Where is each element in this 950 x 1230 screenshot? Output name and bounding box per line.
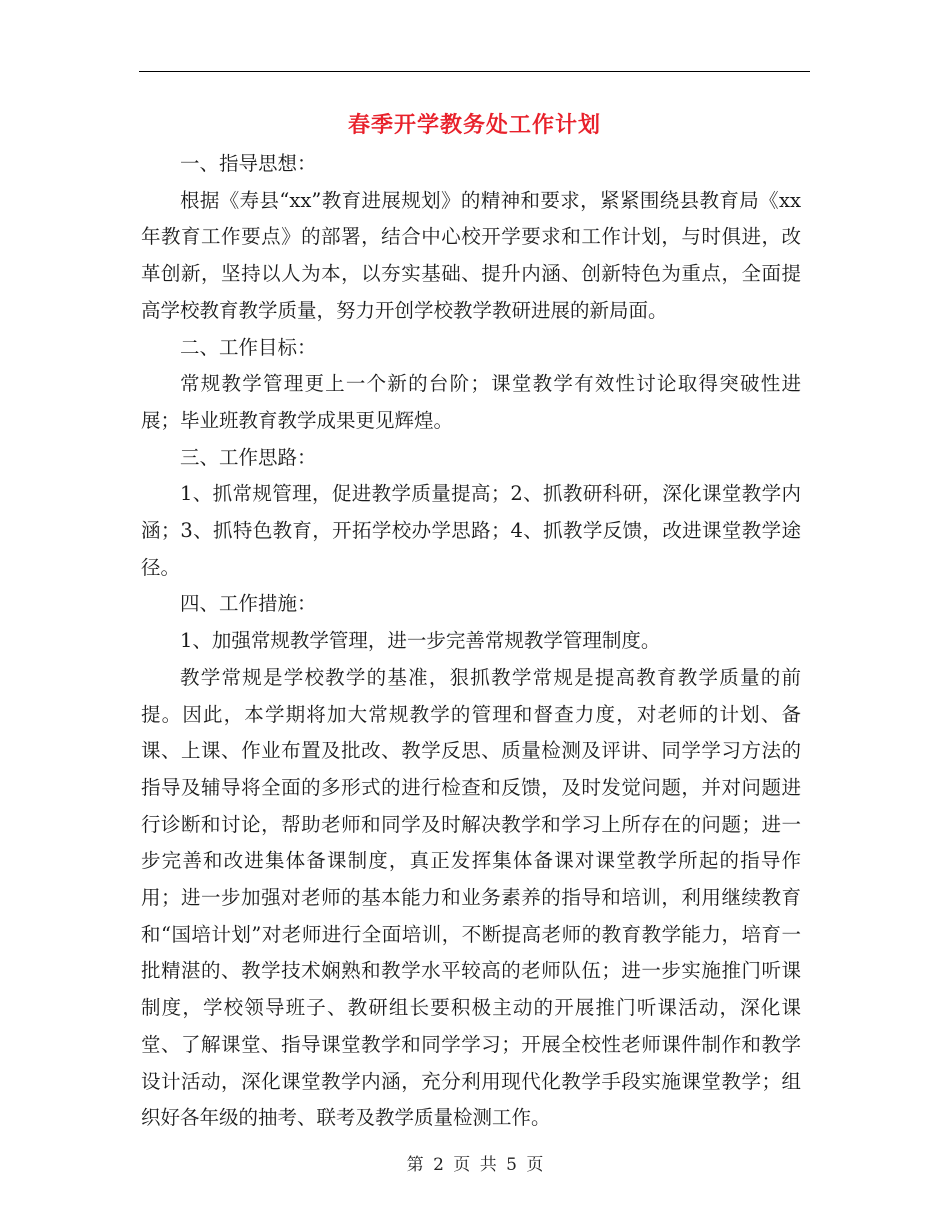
subheading-measure-1: 1、加强常规教学管理，进一步完善常规教学管理制度。 — [180, 629, 661, 653]
section-heading-work-measures: 四、工作措施： — [180, 592, 317, 616]
section-heading-guiding-ideology: 一、指导思想： — [180, 152, 317, 175]
paragraph-work-approach: 1、抓常规管理，促进教学质量提高；2、抓教研科研，深化课堂教学内涵；3、抓特色教育，开拓学校办学思路；4、抓教学反馈，改进课堂教学途径。 — [141, 482, 801, 579]
section-heading-work-goals: 二、工作目标： — [180, 335, 317, 359]
section-heading-work-approach: 三、工作思路： — [180, 445, 317, 469]
paragraph-work-goals: 常规教学管理更上一个新的台阶；课堂教学有效性讨论取得突破性进展；毕业班教育教学成果更见辉煌。 — [141, 372, 801, 432]
paragraph-guiding-ideology: 根据《寿县“xx”教育进展规划》的精神和要求，紧紧围绕县教育局《xx年教育工作要点》的部署，结合中心校开学要求和工作计划，与时俱进，改革创新，坚持以人为本，以夯实基础、提升内涵、创新特色为重点，全面提高学校教育教学质量，努力开创学校教学教研进展的新局面。 — [141, 188, 801, 322]
paragraph-measure-1: 教学常规是学校教学的基准，狠抓教学常规是提高教育教学质量的前提。因此，本学期将加大常规教学的管理和督查力度，对老师的计划、备课、上课、作业布置及批改、教学反思、质量检测及评讲、同学学习方法的指导及辅导将全面的多形式的进行检查和反馈，及时发觉问题，并对问题进行诊断和讨论，帮助老师和同学及时解决教学和学习上所存在的问题；进一步完善和改进集体备课制度，真正发挥集体备课对课堂教学所起的指导作用；进一步加强对老师的基本能力和业务素养的指导和培训，利用继续教育和“国培计划”对老师进行全面培训，不断提高老师的教育教学能力，培育一批精湛的、教学技术娴熟和教学水平较高的老师队伍；进一步实施推门听课制度，学校领导班子、教研组长要积极主动的开展推门听课活动，深化课堂、了解课堂、指导课堂教学和同学学习；开展全校性老师课件制作和教学设计活动，深化课堂教学内涵，充分利用现代化教学手段实施课堂教学；组织好各年级的抽考、联考及教学质量检测工作。 — [141, 665, 801, 1130]
document-body — [141, 146, 801, 1137]
header-rule — [139, 71, 810, 72]
document-title: 春季开学教务处工作计划 — [347, 113, 601, 138]
page-number: 第 2 页 共 5 页 — [406, 1155, 544, 1175]
